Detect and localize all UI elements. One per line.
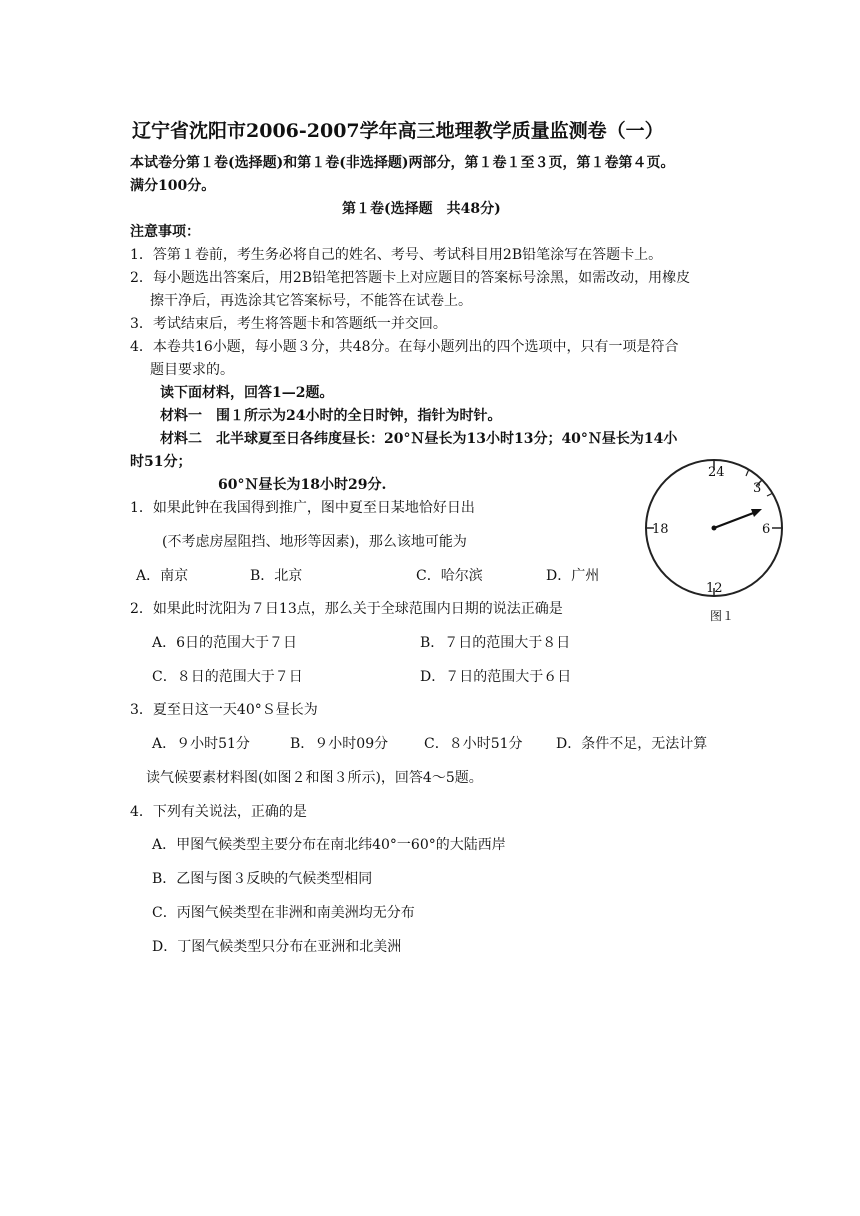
note-item-2: 2．每小题选出答案后，用2B铅笔把答题卡上对应题目的答案标号涂黑，如需改动，用橡皮 xyxy=(130,270,691,286)
q4-option-b: B．乙图与图３反映的气候类型相同 xyxy=(152,871,373,887)
note-item-2-cont: 擦干净后，再选涂其它答案标号，不能答在试卷上。 xyxy=(150,293,472,309)
climate-intro: 读气候要素材料图(如图２和图３所示)，回答4～5题。 xyxy=(146,770,483,786)
tick-a xyxy=(746,469,749,476)
q1-option-d: D．广州 xyxy=(546,568,600,584)
clock-center xyxy=(712,526,717,531)
q2-option-a: A．6日的范围大于７日 xyxy=(152,635,298,651)
material-two-cont-2: 60°Ｎ昼长为18小时29分. xyxy=(218,477,387,493)
material-two-cont: 时51分； xyxy=(130,454,192,470)
q4-option-c: C．丙图气候类型在非洲和南美洲均无分布 xyxy=(152,905,415,921)
q2-option-c: C．８日的范围大于７日 xyxy=(152,669,303,685)
q3-option-c: C．８小时51分 xyxy=(424,736,523,752)
note-item-3: 3．考试结束后，考生将答题卡和答题纸一并交回。 xyxy=(130,316,447,332)
label-12: 12 xyxy=(706,581,723,596)
q3-option-b: B．９小时09分 xyxy=(290,736,389,752)
q4-option-a: A．甲图气候类型主要分布在南北纬40°一60°的大陆西岸 xyxy=(152,837,506,853)
note-item-4: 4．本卷共16小题，每小题３分，共48分。在每小题列出的四个选项中，只有一项是符合 xyxy=(130,339,679,355)
q1-option-c: C．哈尔滨 xyxy=(416,568,483,584)
label-3: 3 xyxy=(753,481,762,496)
material-one: 材料一 围１所示为24小时的全日时钟，指针为时针。 xyxy=(160,408,502,424)
label-6: 6 xyxy=(762,522,771,537)
intro-line-2: 满分100分。 xyxy=(130,178,216,194)
q2-option-d: D．７日的范围大于６日 xyxy=(420,669,572,685)
q4-stem: 4．下列有关说法，正确的是 xyxy=(130,804,307,820)
section-heading: 第１卷(选择题 共48分) xyxy=(342,201,501,217)
figure-1-caption: 图１ xyxy=(710,609,735,623)
q1-option-b: B．北京 xyxy=(250,568,303,584)
note-item-1: 1．答第１卷前，考生务必将自己的姓名、考号、考试科目用2B铅笔涂写在答题卡上。 xyxy=(130,247,663,263)
figure-1-clock xyxy=(636,452,792,628)
q1-stem: 1．如果此钟在我国得到推广，图中夏至日某地恰好日出 xyxy=(130,500,475,516)
q2-option-b: B．７日的范围大于８日 xyxy=(420,635,571,651)
notes-heading: 注意事项： xyxy=(130,224,200,240)
hour-hand-arrow xyxy=(751,509,762,517)
q4-option-d: D．丁图气候类型只分布在亚洲和北美洲 xyxy=(152,939,402,955)
material-intro: 读下面材料，回答1—2题。 xyxy=(160,385,334,401)
label-24: 24 xyxy=(708,465,725,480)
page-title: 辽宁省沈阳市2006-2007学年高三地理教学质量监测卷（一） xyxy=(132,120,664,142)
q3-stem: 3．夏至日这一天40°Ｓ昼长为 xyxy=(130,702,318,718)
q3-option-a: A．９小时51分 xyxy=(152,736,250,752)
q2-stem: 2．如果此时沈阳为７日13点，那么关于全球范围内日期的说法正确是 xyxy=(130,601,563,617)
hour-hand xyxy=(714,512,756,528)
intro-line-1: 本试卷分第１卷(选择题)和第１卷(非选择题)两部分，第１卷１至３页，第１卷第４页。 xyxy=(130,155,675,171)
q3-option-d: D．条件不足，无法计算 xyxy=(556,736,708,752)
material-two: 材料二 北半球夏至日各纬度昼长：20°Ｎ昼长为13小时13分；40°Ｎ昼长为14小 xyxy=(160,431,678,447)
q1-stem-cont: (不考虑房屋阻挡、地形等因素)，那么该地可能为 xyxy=(162,534,467,550)
note-item-4-cont: 题目要求的。 xyxy=(150,362,234,378)
label-18: 18 xyxy=(652,522,669,537)
q1-option-a: A．南京 xyxy=(136,568,189,584)
